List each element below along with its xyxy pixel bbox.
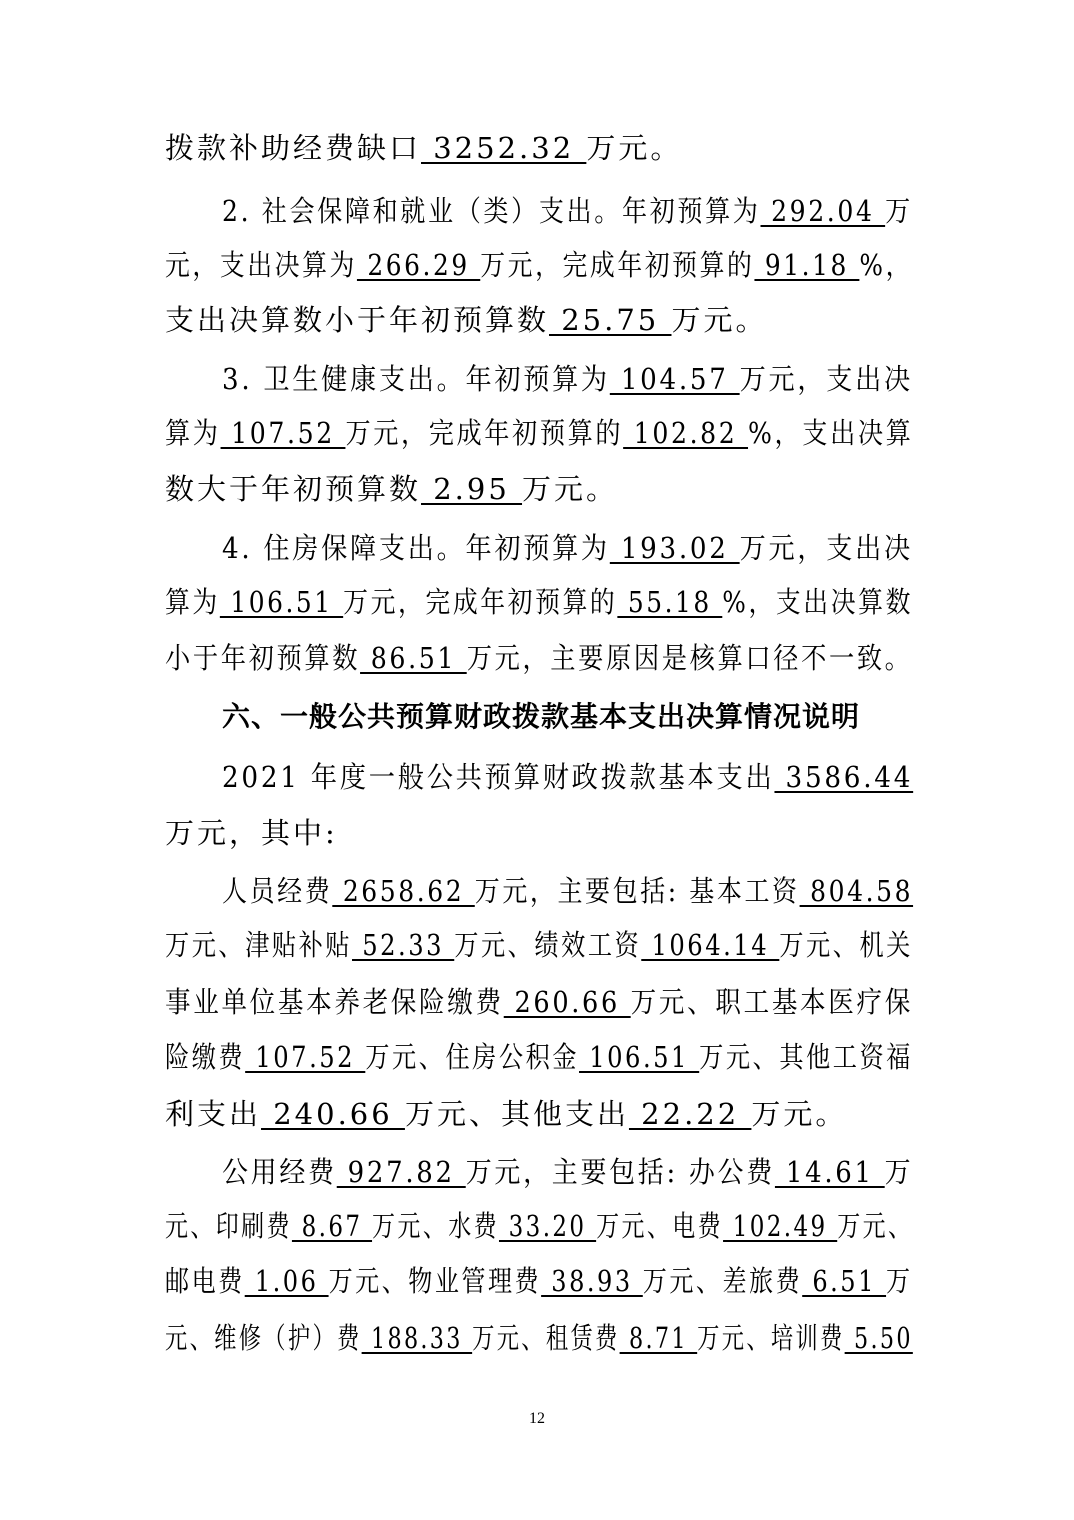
text-line: 4. 住房保障支出。年初预算为 193.02 万元，支出决 bbox=[222, 531, 913, 565]
text-line: 支出决算数小于年初预算数 25.75 万元。 bbox=[165, 303, 768, 337]
text-line: 小于年初预算数 86.51 万元，主要原因是核算口径不一致。 bbox=[165, 641, 913, 675]
text-line: 利支出 240.66 万元、其他支出 22.22 万元。 bbox=[165, 1097, 848, 1131]
text-line: 元、维修（护）费 188.33 万元、租赁费 8.71 万元、培训费 5.50 bbox=[165, 1321, 913, 1355]
text-line: 万元，其中: bbox=[165, 816, 338, 850]
text-line: 险缴费 107.52 万元、住房公积金 106.51 万元、其他工资福 bbox=[165, 1040, 913, 1074]
text-line: 邮电费 1.06 万元、物业管理费 38.93 万元、差旅费 6.51 万 bbox=[165, 1264, 913, 1298]
text-line: 事业单位基本养老保险缴费 260.66 万元、职工基本医疗保 bbox=[165, 985, 913, 1019]
text-line: 人员经费 2658.62 万元，主要包括: 基本工资 804.58 bbox=[222, 874, 914, 908]
text-line: 2021 年度一般公共预算财政拨款基本支出 3586.44 bbox=[222, 760, 914, 794]
text-line: 万元、津贴补贴 52.33 万元、绩效工资 1064.14 万元、机关 bbox=[165, 928, 913, 962]
text-line: 算为 107.52 万元，完成年初预算的 102.82 %，支出决算 bbox=[165, 416, 914, 450]
section-heading: 六、一般公共预算财政拨款基本支出决算情况说明 bbox=[222, 700, 861, 733]
text-line: 2. 社会保障和就业（类）支出。年初预算为 292.04 万 bbox=[222, 194, 913, 228]
text-line: 数大于年初预算数 2.95 万元。 bbox=[165, 472, 619, 506]
text-line: 公用经费 927.82 万元，主要包括: 办公费 14.61 万 bbox=[222, 1155, 914, 1189]
text-line: 元、印刷费 8.67 万元、水费 33.20 万元、电费 102.49 万元、 bbox=[165, 1209, 914, 1243]
text-line: 拨款补助经费缺口 3252.32 万元。 bbox=[165, 131, 683, 165]
text-line: 算为 106.51 万元，完成年初预算的 55.18 %，支出决算数 bbox=[165, 585, 913, 619]
text-line: 3. 卫生健康支出。年初预算为 104.57 万元，支出决 bbox=[222, 362, 913, 396]
page-number: 12 bbox=[529, 1410, 545, 1427]
text-line: 元，支出决算为 266.29 万元，完成年初预算的 91.18 %， bbox=[165, 248, 913, 282]
